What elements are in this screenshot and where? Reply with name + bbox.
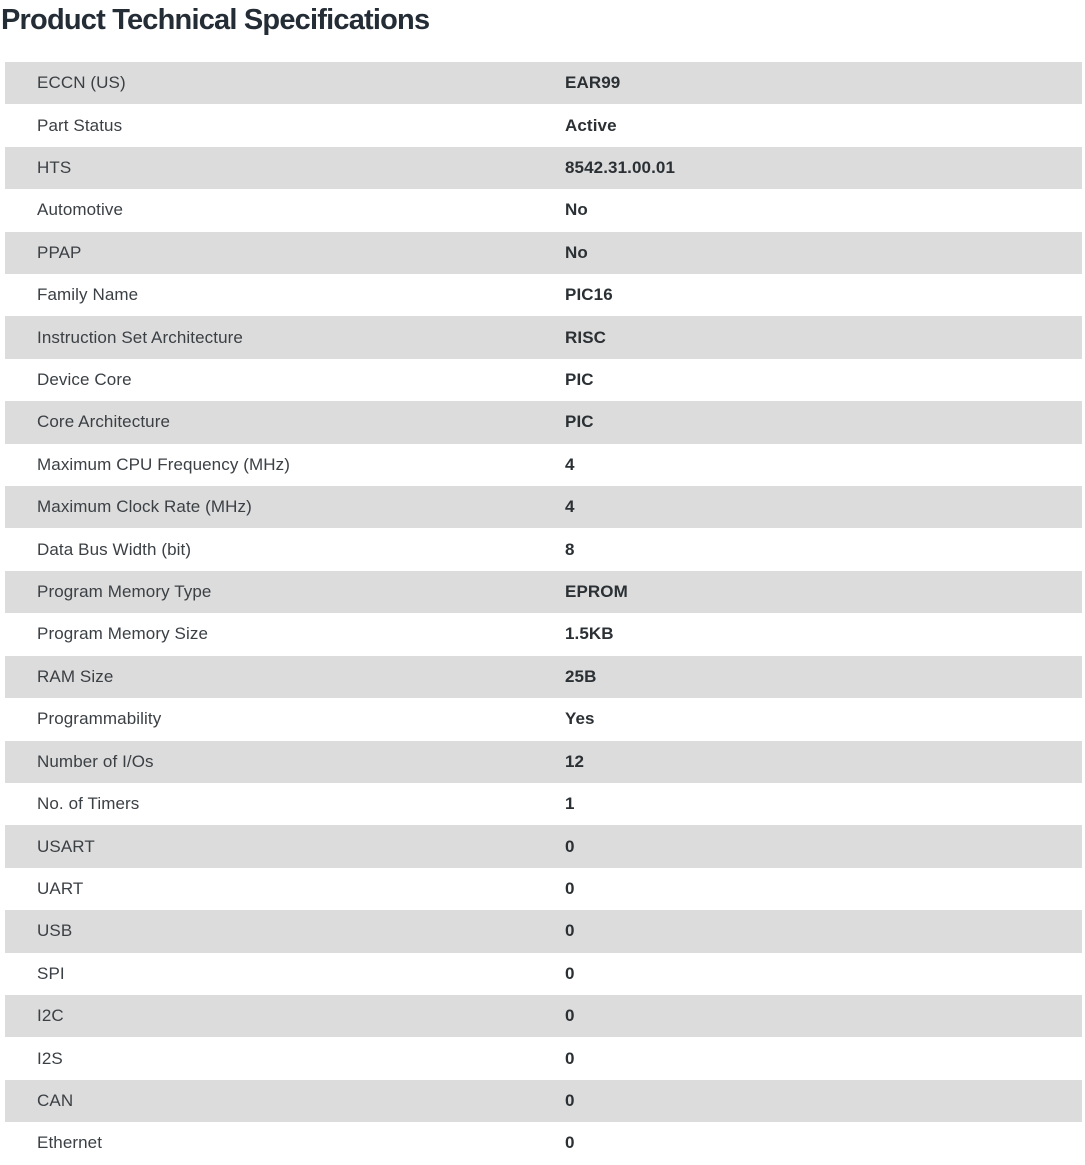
spec-label: CAN	[37, 1090, 74, 1110]
table-row	[5, 359, 1082, 401]
spec-label: SPI	[37, 963, 65, 983]
table-row	[5, 741, 1082, 783]
table-row	[5, 571, 1082, 613]
spec-label: Program Memory Size	[37, 624, 208, 644]
spec-label: Family Name	[37, 285, 139, 305]
spec-value: 8	[565, 539, 575, 559]
table-row	[5, 953, 1082, 995]
spec-value: EAR99	[565, 73, 621, 93]
spec-label: Number of I/Os	[37, 751, 154, 771]
spec-value: 4	[565, 497, 575, 517]
spec-value: Yes	[565, 709, 595, 729]
spec-value: Active	[565, 115, 617, 135]
spec-label: Core Architecture	[37, 412, 171, 432]
table-row	[5, 783, 1082, 825]
spec-label: Programmability	[37, 709, 162, 729]
spec-value: PIC	[565, 412, 594, 432]
table-row	[5, 1080, 1082, 1122]
table-row	[5, 613, 1082, 655]
spec-label: Part Status	[37, 115, 123, 135]
table-row	[5, 656, 1082, 698]
spec-label: USB	[37, 921, 73, 941]
table-row	[5, 486, 1082, 528]
spec-label: Automotive	[37, 200, 124, 220]
table-row	[5, 868, 1082, 910]
spec-value: 1	[565, 794, 575, 814]
spec-value: EPROM	[565, 582, 628, 602]
spec-value: 0	[565, 1048, 575, 1068]
table-row	[5, 401, 1082, 443]
spec-label: RAM Size	[37, 666, 114, 686]
spec-value: 4	[565, 454, 575, 474]
spec-value: 0	[565, 1090, 575, 1110]
spec-label: PPAP	[37, 242, 82, 262]
table-row	[5, 528, 1082, 570]
table-row	[5, 825, 1082, 867]
spec-table	[5, 62, 1082, 1165]
spec-value: 8542.31.00.01	[565, 158, 676, 178]
table-row	[5, 274, 1082, 316]
table-row	[5, 147, 1082, 189]
spec-label: ECCN (US)	[37, 73, 126, 93]
table-row	[5, 189, 1082, 231]
spec-value: 0	[565, 963, 575, 983]
spec-label: No. of Timers	[37, 794, 140, 814]
spec-label: USART	[37, 836, 95, 856]
table-row	[5, 104, 1082, 146]
table-row	[5, 1122, 1082, 1164]
table-row	[5, 910, 1082, 952]
spec-value: PIC16	[565, 285, 613, 305]
spec-value: 0	[565, 1006, 575, 1026]
spec-value: PIC	[565, 370, 594, 390]
spec-value: 0	[565, 878, 575, 898]
table-row	[5, 62, 1082, 104]
spec-label: I2S	[37, 1048, 63, 1068]
spec-label: Instruction Set Architecture	[37, 327, 243, 347]
spec-label: UART	[37, 878, 84, 898]
table-row	[5, 232, 1082, 274]
spec-label: Maximum CPU Frequency (MHz)	[37, 454, 291, 474]
spec-value: 1.5KB	[565, 624, 614, 644]
spec-label: I2C	[37, 1006, 64, 1026]
spec-value: No	[565, 200, 588, 220]
spec-value: 12	[565, 751, 585, 771]
spec-label: Program Memory Type	[37, 582, 212, 602]
table-row	[5, 316, 1082, 358]
spec-label: Data Bus Width (bit)	[37, 539, 192, 559]
table-row	[5, 698, 1082, 740]
spec-value: No	[565, 242, 588, 262]
table-row	[5, 1037, 1082, 1079]
spec-value: 0	[565, 836, 575, 856]
spec-value: 0	[565, 921, 575, 941]
spec-label: Ethernet	[37, 1133, 103, 1153]
spec-value: RISC	[565, 327, 607, 347]
table-row	[5, 444, 1082, 486]
spec-label: Device Core	[37, 370, 132, 390]
table-row	[5, 995, 1082, 1037]
spec-label: HTS	[37, 158, 72, 178]
spec-value: 0	[565, 1133, 575, 1153]
spec-label: Maximum Clock Rate (MHz)	[37, 497, 252, 517]
spec-value: 25B	[565, 666, 597, 686]
page-title: Product Technical Specifications	[1, 4, 430, 36]
